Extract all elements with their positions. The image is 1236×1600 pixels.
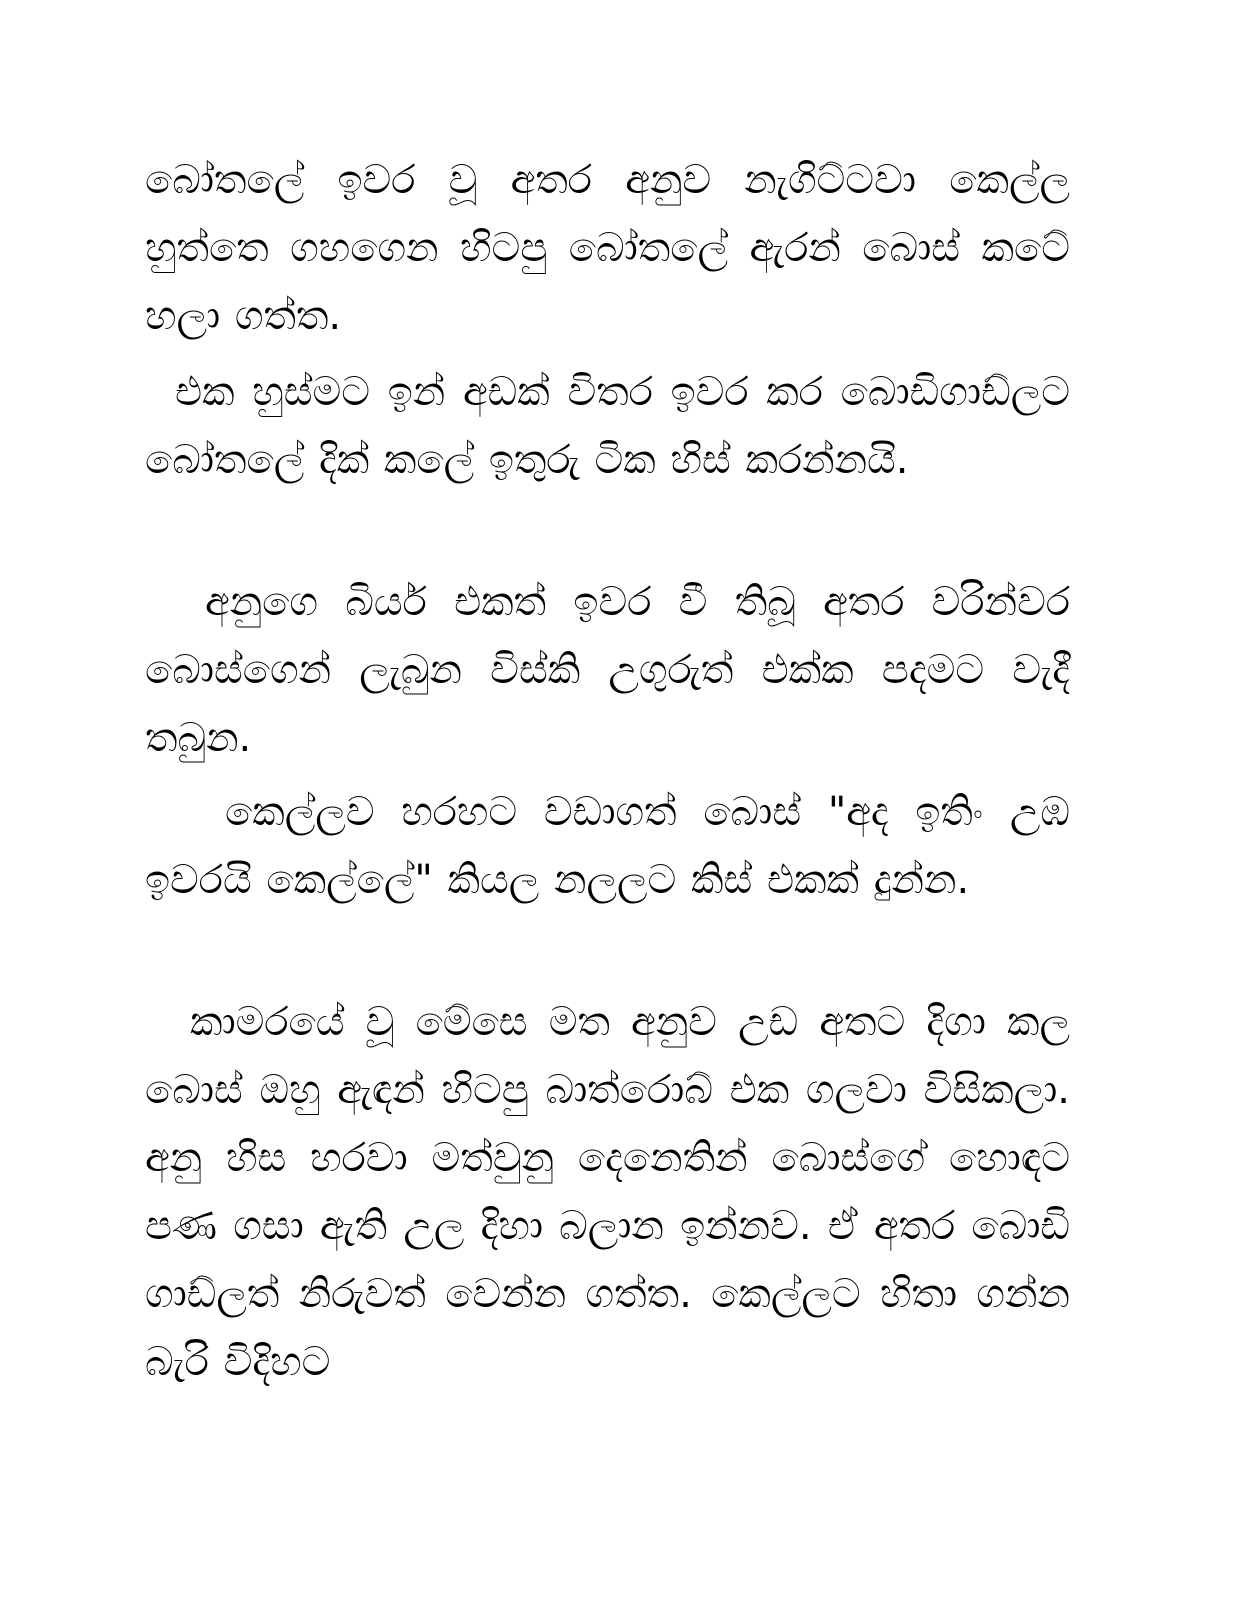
- paragraph-1: බෝතලේ ඉවර වූ අතර අනුව නැගිට්ටවා කෙල්ල හුත්තෙ ගහගෙන හිටපු බෝතලේ ඇරන් බොස් කටේ හලා ගත්ත.: [145, 157, 1070, 339]
- paragraph-5: කාමරයේ වූ මේසෙ මත අනුව උඩ අතට දිගා කල බොස් ඔහු ඇඳන් හිටපු බාත්රොබ් එක ගලවා විසිකලා. අනු හිස හරවා මත්වුනු දෙනෙතින් බොස්ගේ හොඳට පණ ගසා ඇති උල දිහා බලාන ඉන්නව. ඒ අතර බොඩි ගාඩ්ලත් නිරුවත් වෙන්න ගත්ත. කෙල්ලට හිතා ගන්න බැරි විදිහට: [145, 999, 1070, 1385]
- paragraph-4: කෙල්ලව හරහට වඩාගත් බොස් "අද ඉතිං උඹ ඉවරයි කෙල්ලේ" කියල නලලට කිස් එකක් දුන්න.: [145, 789, 1070, 903]
- paragraph-2: එක හුස්මට ඉන් අඩක් විතර ඉවර කර බොඩිගාඩ්ලට බෝතලේ දික් කලේ ඉතුරු ටික හිස් කරන්නයි.: [145, 369, 1070, 483]
- paragraph-3: අනුගෙ බියර් එකත් ඉවර වී තිබූ අතර වරින්වර බොස්ගෙන් ලැබුන විස්කි උගුරුත් එක්ක පදමට වැදී තබුන.: [145, 579, 1070, 761]
